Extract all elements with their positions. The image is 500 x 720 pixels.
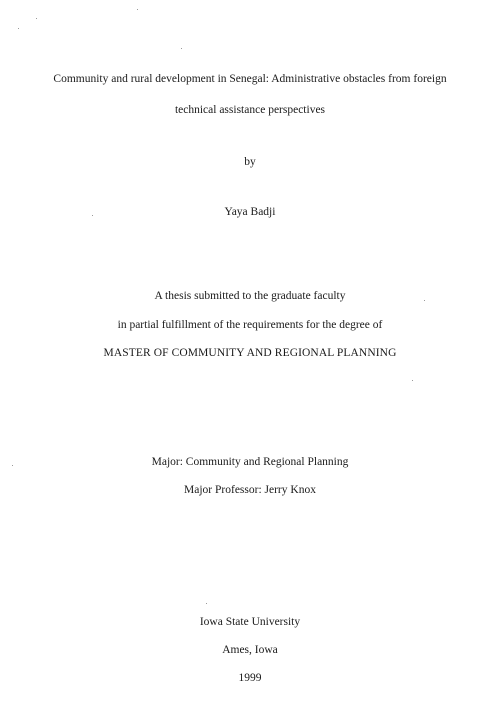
scan-speck — [412, 380, 413, 381]
university-location: Ames, Iowa — [222, 644, 278, 656]
submission-statement-line-1: A thesis submitted to the graduate faculty — [154, 290, 346, 302]
submission-statement-line-2: in partial fulfillment of the requirements for the degree of — [117, 319, 383, 331]
major-professor-line: Major Professor: Jerry Knox — [184, 484, 316, 496]
thesis-title-line-2: technical assistance perspectives — [174, 104, 326, 116]
major-line: Major: Community and Regional Planning — [151, 456, 349, 468]
thesis-title-line-1: Community and rural development in Senegal: Administrative obstacles from foreign — [53, 73, 447, 85]
scan-speck — [18, 28, 19, 29]
scan-speck — [36, 18, 37, 19]
author-name: Yaya Badji — [224, 206, 276, 218]
scan-speck — [206, 603, 207, 604]
university-name: Iowa State University — [199, 616, 301, 628]
scan-speck — [181, 48, 182, 49]
byline-by: by — [244, 156, 256, 168]
thesis-year: 1999 — [238, 672, 262, 684]
degree-name: MASTER OF COMMUNITY AND REGIONAL PLANNING — [103, 347, 397, 359]
scan-speck — [137, 9, 138, 10]
